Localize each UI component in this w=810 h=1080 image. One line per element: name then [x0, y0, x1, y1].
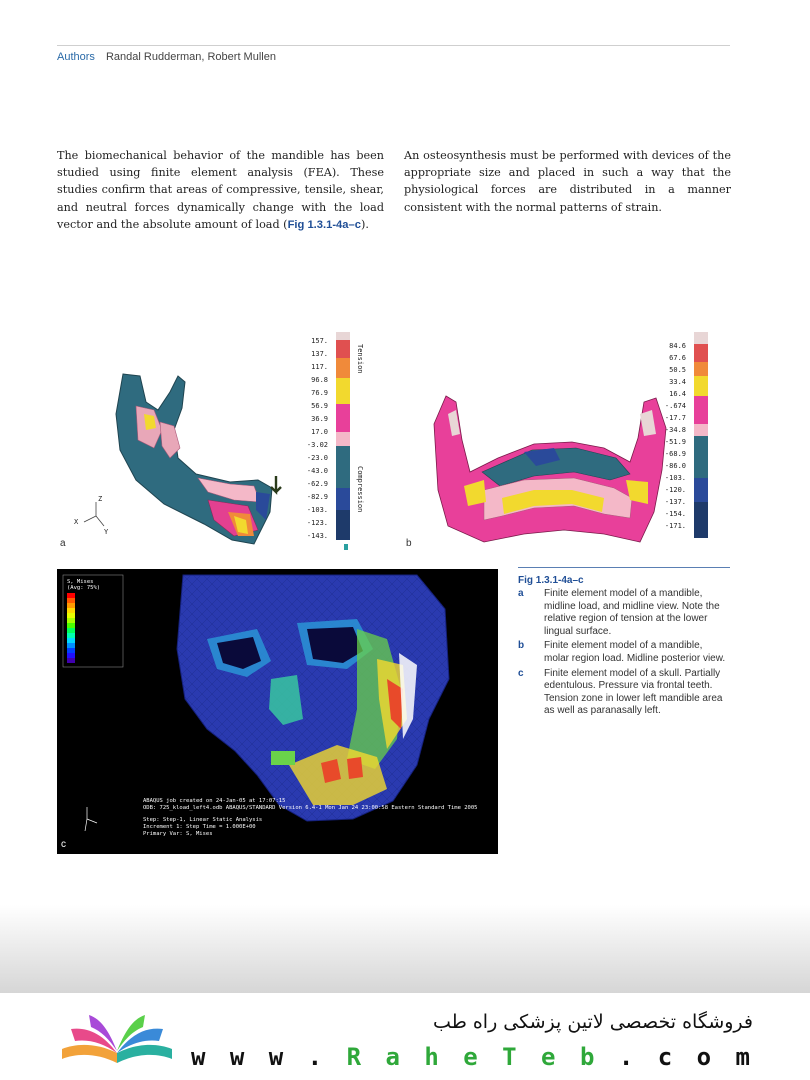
scale-tick: 17.0	[311, 428, 328, 436]
figure-caption	[518, 567, 730, 718]
caption-text: Finite element model of a mandible, midline load, and midline view. Note the relative region of tension at the lower lingual surface.	[544, 588, 720, 637]
load-arrow-icon	[271, 476, 281, 492]
scale-tick: 67.6	[669, 354, 686, 362]
scale-tick: -23.0	[306, 454, 328, 462]
col1-text: The biomechanical behavior of the mandible has been studied using finite element analysis (FEA). These studies confirm that areas of compressive, tensile, shear, and neutral forces dynamically change with the load vector and the absolute amount of load (	[57, 149, 384, 231]
caption-item	[518, 588, 730, 638]
header-label: Authors	[57, 51, 95, 63]
url-brand: R a h e T e b	[346, 1043, 600, 1071]
legend-color-scale	[67, 593, 75, 663]
scale-tick: -82.9	[306, 493, 328, 501]
scale-tick: -103.	[664, 474, 686, 482]
col1-end: ).	[360, 217, 369, 231]
figure-a-label: a	[60, 538, 66, 549]
figure-b-label: b	[406, 538, 412, 549]
scale-tick: 137.	[311, 350, 328, 358]
col2-text: An osteosynthesis must be performed with devices of the appropriate size and placed in such a way that the physiological forces are distributed in a manner consistent with the normal patterns of strain.	[404, 149, 731, 214]
url-suffix: . c o m	[599, 1043, 755, 1071]
figure-c-plot	[57, 569, 498, 854]
footer-url[interactable]	[191, 1043, 755, 1071]
footer-fade	[0, 905, 810, 993]
axis-x-label: X	[74, 518, 79, 526]
scale-tick: 33.4	[669, 378, 686, 386]
figure-c-label: c	[61, 839, 66, 850]
scale-tick: 117.	[311, 363, 328, 371]
axis-y-label: Y	[104, 528, 109, 536]
compression-label: Compression	[356, 466, 364, 513]
url-prefix: w w w .	[190, 1043, 347, 1071]
figure-reference-link[interactable]: Fig 1.3.1-4a–c	[287, 218, 361, 231]
scale-tick: -103.	[306, 506, 328, 514]
tension-label: Tension	[356, 344, 364, 374]
figure-b-plot	[404, 330, 730, 554]
scale-labels-b	[665, 342, 686, 530]
scale-tick: -62.9	[306, 480, 328, 488]
caption-title: Fig 1.3.1-4a–c	[518, 575, 584, 586]
scale-tick: 84.6	[669, 342, 686, 350]
scale-tick: 76.9	[311, 389, 328, 397]
scale-tick: -123.	[306, 519, 328, 527]
scale-tick: -51.9	[664, 438, 686, 446]
info-line: Primary Var: S, Mises	[143, 831, 213, 837]
footer-banner	[17, 993, 793, 1080]
body-column-1	[57, 147, 384, 234]
caption-letter: b	[518, 640, 525, 652]
scale-tick: -17.7	[664, 414, 686, 422]
scale-tick: -.674	[664, 402, 686, 410]
running-header	[57, 51, 276, 63]
scale-tick: -43.0	[306, 467, 328, 475]
scale-tick: 157.	[311, 337, 328, 345]
scale-tick: 50.5	[669, 366, 686, 374]
figure-a	[58, 330, 364, 554]
axis-triad-c-icon	[85, 807, 97, 831]
axis-z-label: Z	[98, 495, 103, 503]
info-line: ABAQUS job created on 24-Jan-05 at 17:07:15	[143, 798, 286, 804]
scale-tick: 56.9	[311, 402, 328, 410]
figure-a-plot	[58, 330, 364, 554]
footer-store-name: فروشگاه تخصصی لاتین پزشکی راه طب	[433, 1011, 753, 1033]
scale-labels-a	[307, 337, 328, 540]
color-scale-b	[694, 332, 708, 538]
scale-tick: 36.9	[311, 415, 328, 423]
caption-item	[518, 640, 730, 665]
scale-tick: -34.8	[664, 426, 686, 434]
header-authors: Randal Rudderman, Robert Mullen	[105, 51, 276, 63]
caption-text: Finite element model of a skull. Partially edentulous. Pressure via frontal teeth. Tension zone in lower left mandible area as well as paranasally left.	[544, 667, 723, 717]
scale-tick: -3.02	[306, 441, 328, 449]
header-rule	[57, 45, 730, 46]
caption-letter: c	[518, 667, 524, 679]
scale-tick: -171.	[664, 522, 686, 530]
legend-subtitle: (Avg: 75%)	[67, 585, 101, 591]
scale-tick: -68.9	[664, 450, 686, 458]
info-line: Increment 1: Step Time = 1.000E+00	[143, 824, 256, 830]
book-logo-icon	[57, 1003, 177, 1073]
info-line: Step: Step-1, Linear Static Analysis	[143, 817, 263, 823]
caption-letter: a	[518, 588, 524, 599]
scale-tick: -120.	[664, 486, 686, 494]
info-line: ODB: 725_kload_left4.odb ABAQUS/STANDARD Version 6.4-1 Mon Jan 24 23:00:58 Eastern Standard Time 2005	[143, 805, 478, 811]
scale-tick: -143.	[306, 532, 328, 540]
scale-tick: -137.	[664, 498, 686, 506]
caption-item	[518, 668, 730, 718]
axis-triad-icon	[84, 502, 104, 526]
figure-c	[57, 569, 498, 854]
scale-tick: -154.	[664, 510, 686, 518]
scale-tick: 96.8	[311, 376, 328, 384]
scale-tick: 16.4	[669, 390, 686, 398]
body-column-2	[404, 147, 731, 216]
scale-tick: -86.0	[664, 462, 686, 470]
caption-text: Finite element model of a mandible, molar region load. Midline posterior view.	[544, 640, 726, 664]
figure-b	[404, 330, 730, 554]
legend-title: S, Mises	[67, 579, 94, 585]
color-scale-a	[336, 332, 350, 550]
